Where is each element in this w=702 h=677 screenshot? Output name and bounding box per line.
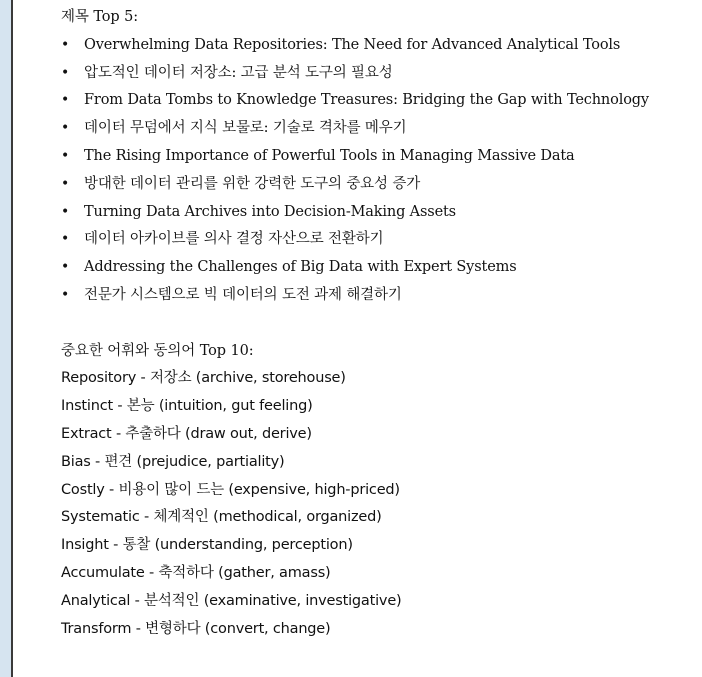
vocab-item: Instinct - 본능 (intuition, gut feeling) (61, 398, 313, 415)
title-text: From Data Tombs to Knowledge Treasures: Bridging the Gap with Technology (84, 92, 649, 109)
vocab-item: Transform - 변형하다 (convert, change) (61, 620, 331, 637)
title-item (61, 87, 697, 115)
title-text: 데이터 무덤에서 지식 보물로: 기술로 격차를 메우기 (84, 120, 407, 137)
titles-heading: 제목 Top 5: (61, 9, 139, 25)
title-item (61, 171, 697, 199)
bullet: • (61, 231, 70, 248)
title-text: 데이터 아카이브를 의사 결정 자산으로 전환하기 (84, 231, 384, 248)
vocab-item: Analytical - 분석적인 (examinative, investigative) (61, 592, 402, 609)
bullet: • (61, 36, 70, 53)
bullet: • (61, 203, 70, 220)
title-text: The Rising Importance of Powerful Tools in Managing Massive Data (84, 147, 575, 164)
title-item (61, 32, 697, 60)
title-item (61, 199, 697, 227)
bullet: • (61, 64, 70, 81)
vocab-item: Insight - 통찰 (understanding, perception) (61, 537, 353, 554)
bullet: • (61, 120, 70, 137)
title-item (61, 282, 697, 310)
title-item (61, 143, 697, 171)
vocab-list (61, 365, 697, 643)
title-item (61, 60, 697, 88)
title-text: 방대한 데이터 관리를 위한 강력한 도구의 중요성 증가 (84, 175, 421, 192)
bullet: • (61, 147, 70, 164)
title-text: Turning Data Archives into Decision-Making Assets (84, 203, 456, 220)
titles-list (61, 32, 697, 310)
title-text: 전문가 시스템으로 빅 데이터의 도전 과제 해결하기 (84, 286, 402, 303)
vocab-item: Repository - 저장소 (archive, storehouse) (61, 370, 346, 387)
bullet: • (61, 259, 70, 276)
vocab-item: Accumulate - 축적하다 (gather, amass) (61, 564, 331, 581)
vocab-heading: 중요한 어휘와 동의어 Top 10: (61, 342, 254, 359)
title-item (61, 254, 697, 282)
left-panel-border (0, 0, 13, 677)
vocab-item: Systematic - 체계적인 (methodical, organized) (61, 509, 382, 526)
title-item (61, 226, 697, 254)
bullet: • (61, 92, 70, 109)
bullet: • (61, 175, 70, 192)
title-item (61, 115, 697, 143)
vocab-item: Bias - 편견 (prejudice, partiality) (61, 453, 285, 470)
document-body (61, 4, 697, 643)
title-text: 압도적인 데이터 저장소: 고급 분석 도구의 필요성 (84, 64, 393, 81)
bullet: • (61, 286, 70, 303)
title-text: Overwhelming Data Repositories: The Need for Advanced Analytical Tools (84, 36, 621, 53)
vocab-item: Extract - 추출하다 (draw out, derive) (61, 425, 312, 442)
section-spacer (61, 310, 697, 338)
title-text: Addressing the Challenges of Big Data with Expert Systems (84, 259, 517, 276)
vocab-item: Costly - 비용이 많이 드는 (expensive, high-priced) (61, 481, 400, 498)
